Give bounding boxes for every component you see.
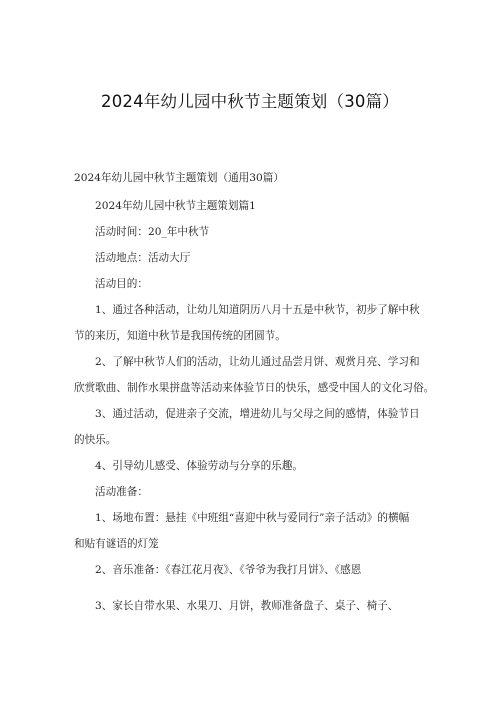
goal-2-line-2: 欣赏歌曲、制作水果拼盘等活动来体验节日的快乐，感受中国人的文化习俗。 [74, 382, 435, 394]
prep-heading: 活动准备： [95, 486, 148, 498]
prep-2-line-1: 2、音乐准备：《春江花月夜》、《爷爷为我打月饼》、《感恩 [95, 564, 362, 576]
section-heading: 2024年幼儿园中秋节主题策划篇1 [95, 200, 256, 212]
activity-place: 活动地点：活动大厅 [95, 252, 191, 264]
goal-1-line-2: 节的来历，知道中秋节是我国传统的团圆节。 [74, 330, 286, 342]
prep-1-line-2: 和贴有谜语的灯笼 [74, 538, 159, 550]
goal-2-line-1: 2、了解中秋节人们的活动，让幼儿通过品尝月饼、观赏月亮、学习和 [95, 356, 420, 368]
document-title: 2024年幼儿园中秋节主题策划（30篇） [101, 92, 399, 111]
prep-3-line-1: 3、家长自带水果、水果刀、月饼，教师准备盘子、桌子、椅子、 [95, 600, 399, 612]
activity-time: 活动时间：20_年中秋节 [95, 226, 210, 238]
prep-1-line-1: 1、场地布置：悬挂《中班组“喜迎中秋与爱同行”亲子活动》的横幅 [95, 512, 410, 524]
goal-1-line-1: 1、通过各种活动，让幼儿知道阴历八月十五是中秋节，初步了解中秋 [95, 304, 420, 316]
document-subtitle: 2024年幼儿园中秋节主题策划（通用30篇） [74, 172, 284, 184]
goal-4-line-1: 4、引导幼儿感受、体验劳动与分享的乐趣。 [95, 460, 304, 472]
goal-heading: 活动目的： [95, 278, 148, 290]
goal-3-line-1: 3、通过活动，促进亲子交流，增进幼儿与父母之间的感情，体验节日 [95, 408, 420, 420]
goal-3-line-2: 的快乐。 [74, 434, 117, 446]
